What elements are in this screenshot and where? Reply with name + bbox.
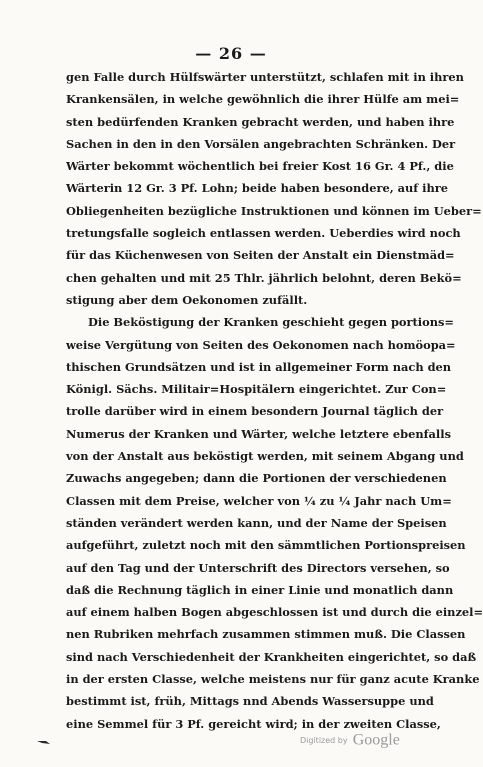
google-brand: Google — [352, 731, 400, 749]
page-number: — 26 — — [195, 44, 267, 63]
text-line: Wärterin 12 Gr. 3 Pf. Lohn; beide haben besondere, auf ihre — [66, 181, 449, 196]
body-text — [66, 66, 483, 735]
text-line: ständen verändert werden kann, und der Name der Speisen — [66, 515, 447, 530]
text-line: thischen Grundsätzen und ist in allgemeiner Form nach den — [66, 359, 452, 374]
text-line: für das Küchenwesen von Seiten der Anstalt ein Dienstmäd= — [66, 248, 455, 263]
text-line: von der Anstalt aus beköstigt werden, mit seinem Abgang und — [66, 449, 464, 464]
digitized-by-google-watermark — [300, 730, 400, 750]
text-line: trolle darüber wird in einem besondern Journal täglich der — [66, 404, 444, 419]
text-line: Numerus der Kranken und Wärter, welche letztere ebenfalls — [66, 426, 451, 441]
text-line: Königl. Sächs. Militair=Hospitälern eingerichtet. Zur Con= — [66, 382, 447, 397]
text-line: tretungsfalle sogleich entlassen werden. Ueberdies wird noch — [66, 226, 461, 241]
text-line: gen Falle durch Hülfswärter unterstützt, schlafen mit in ihren — [66, 70, 464, 84]
text-line: Die Beköstigung der Kranken geschieht gegen portions= — [88, 315, 454, 330]
ink-blot-mark — [36, 738, 52, 746]
text-line: sten bedürfenden Kranken gebracht werden, und haben ihre — [66, 114, 455, 129]
text-line: auf den Tag und der Unterschrift des Directors versehen, so — [66, 560, 450, 575]
text-line: Classen mit dem Preise, welcher von ¼ zu ¼ Jahr nach Um= — [66, 493, 452, 508]
text-line: sind nach Verschiedenheit der Krankheiten eingerichtet, so daß — [66, 649, 477, 664]
text-line: Sachen in den in den Vorsälen angebrachten Schränken. Der — [66, 136, 456, 151]
text-line: daß die Rechnung täglich in einer Linie und monatlich dann — [66, 582, 454, 597]
text-line: aufgeführt, zuletzt noch mit den sämmtlichen Portionspreisen — [66, 538, 466, 553]
text-line: nen Rubriken mehrfach zusammen stimmen muß. Die Classen — [66, 627, 466, 642]
text-line: in der ersten Classe, welche meistens nur für ganz acute Kranke — [66, 672, 480, 687]
text-line: eine Semmel für 3 Pf. gereicht wird; in der zweiten Classe, — [66, 716, 441, 731]
text-line: Krankensälen, in welche gewöhnlich die ihrer Hülfe am mei= — [66, 92, 460, 107]
text-line: Wärter bekommt wöchentlich bei freier Kost 16 Gr. 4 Pf., die — [66, 159, 454, 174]
text-line: Zuwachs angegeben; dann die Portionen der verschiedenen — [66, 471, 447, 486]
text-line: stigung aber dem Oekonomen zufällt. — [66, 292, 308, 307]
text-line: auf einem halben Bogen abgeschlossen ist und durch die einzel= — [66, 605, 483, 620]
text-line: weise Vergütung von Seiten des Oekonomen nach homöopa= — [66, 337, 456, 352]
text-line: Obliegenheiten bezügliche Instruktionen und können im Ueber= — [66, 203, 482, 218]
text-line: bestimmt ist, früh, Mittags nnd Abends Wassersuppe und — [66, 694, 434, 709]
digitized-prefix: Digitized by — [300, 736, 348, 745]
text-line: chen gehalten und mit 25 Thlr. jährlich belohnt, deren Bekö= — [66, 270, 462, 285]
